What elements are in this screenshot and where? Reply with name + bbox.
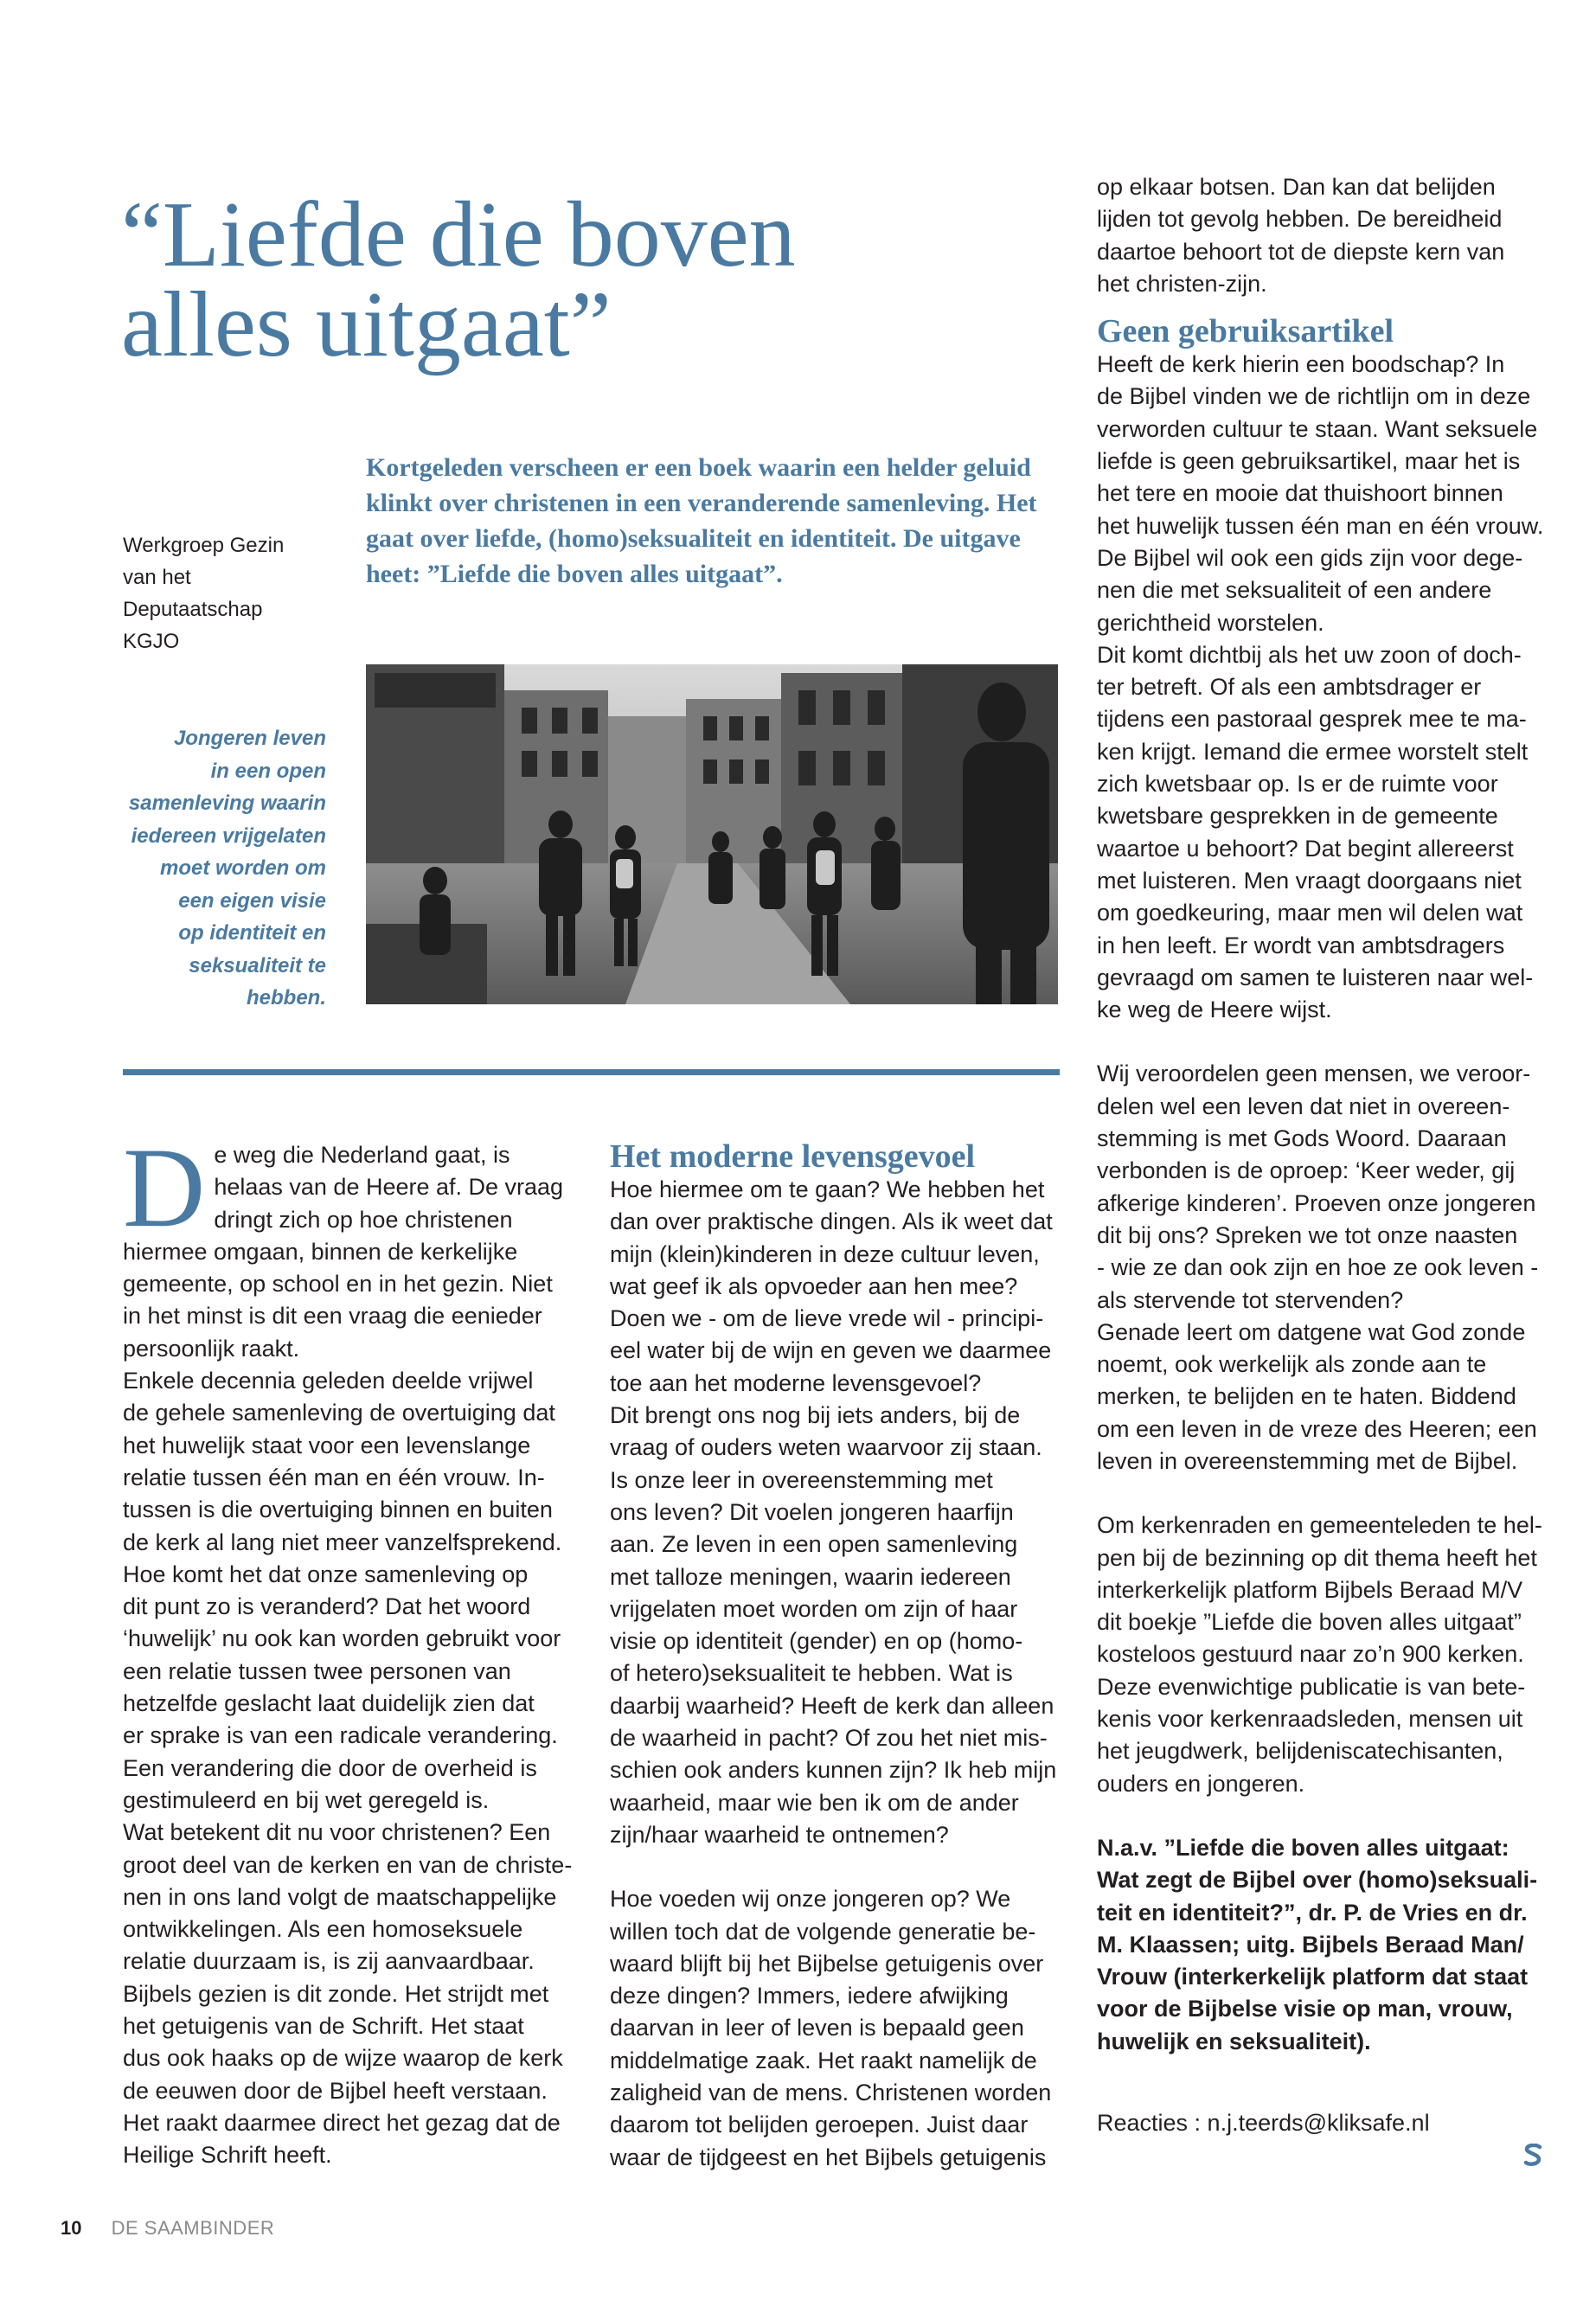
text-line: deze dingen? Immers, iedere afwijking (610, 1983, 1009, 2009)
author-byline (123, 529, 322, 657)
source-line: huwelijk en seksualiteit). (1097, 2028, 1371, 2054)
text-line: de waarheid in pacht? Of zou het niet mis- (610, 1725, 1048, 1752)
text-line: het huwelijk tussen één man en één vrouw. (1097, 512, 1544, 539)
text-line: relatie duurzaam is, is zij aanvaardbaar. (123, 1948, 535, 1975)
text-line: ter betreft. Of als een ambtsdrager er (1097, 674, 1482, 701)
pull-quote-line: hebben. (246, 986, 326, 1009)
pull-quote-line: samenleving waarin (128, 792, 326, 815)
article-title (121, 183, 1003, 376)
text-line: Bijbels gezien is dit zonde. Het strijdt met (123, 1980, 549, 2007)
text-line: Hoe voeden wij onze jongeren op? We (610, 1886, 1011, 1913)
text-line: Dit brengt ons nog bij iets anders, bij de (610, 1402, 1021, 1429)
text-line: ‘huwelijk’ nu ook kan worden gebruikt voor (123, 1625, 561, 1652)
text-line: groot deel van de kerken en van de christe- (123, 1851, 573, 1878)
magazine-name: DE SAAMBINDER (111, 2217, 275, 2239)
section-heading: Het moderne levensgevoel (610, 1138, 976, 1175)
text-line: dringt zich op hoe christenen (214, 1206, 513, 1233)
end-mark-icon (1522, 2144, 1543, 2166)
text-line: willen toch dat de volgende generatie be- (610, 1918, 1036, 1945)
text-line: mijn (klein)kinderen in deze cultuur leven, (610, 1240, 1040, 1267)
drop-cap: D (123, 1124, 206, 1251)
text-line: de kerk al lang niet meer vanzelfsprekend. (123, 1529, 562, 1555)
text-line: op elkaar botsen. Dan kan dat belijden (1097, 174, 1496, 200)
section-heading: Geen gebruiksartikel (1097, 313, 1394, 350)
text-line: ons leven? Dit voelen jongeren haarfijn (610, 1498, 1014, 1525)
text-line: interkerkelijk platform Bijbels Beraad M/V (1097, 1576, 1523, 1603)
section-divider (123, 1069, 1060, 1075)
street-photo (366, 664, 1058, 1004)
text-line: waard blijft bij het Bijbelse getuigenis over (610, 1950, 1044, 1977)
text-line: dit bij ons? Spreken we tot onze naasten (1097, 1221, 1518, 1248)
text-line: ke weg de Heere wijst. (1097, 997, 1332, 1023)
column-2 (610, 1139, 1060, 2174)
text-line: of hetero)seksualiteit te hebben. Wat is (610, 1660, 1013, 1687)
text-line: kwetsbare gesprekken in de gemeente (1097, 803, 1498, 830)
text-line: daarvan in leer of leven is bepaald geen (610, 2015, 1024, 2041)
reactions-email: Reacties : n.j.teerds@kliksafe.nl (1097, 2110, 1430, 2137)
author-line: van het (123, 566, 191, 589)
text-line: lijden tot gevolg hebben. De bereidheid (1097, 206, 1503, 233)
pull-quote-line: op identiteit en (178, 921, 326, 945)
text-line: afkerige kinderen’. Proeven onze jongeren (1097, 1189, 1536, 1216)
text-line: Enkele decennia geleden deelde vrijwel (123, 1368, 534, 1394)
source-line: voor de Bijbelse visie op man, vrouw, (1097, 1996, 1513, 2022)
text-line: waarheid, maar wie ben ik om de ander (610, 1789, 1019, 1816)
text-line: Heeft de kerk hierin een boodschap? In (1097, 351, 1505, 378)
pull-quote-line: Jongeren leven (173, 727, 326, 750)
page-number: 10 (61, 2217, 82, 2239)
text-line: relatie tussen één man en één vrouw. In- (123, 1464, 545, 1490)
text-line: visie op identiteit (gender) en op (homo- (610, 1628, 1023, 1655)
text-line: middelmatige zaak. Het raakt namelijk de (610, 2047, 1037, 2073)
text-line: Genade leert om datgene wat God zonde (1097, 1318, 1526, 1345)
text-line: toe aan het moderne levensgevoel? (610, 1369, 982, 1396)
text-line: verworden cultuur te staan. Want seksuele (1097, 415, 1538, 442)
text-line: er sprake is van een radicale verandering. (123, 1722, 558, 1749)
text-line: het getuigenis van de Schrift. Het staat (123, 2013, 524, 2040)
source-line: teit en identiteit?”, dr. P. de Vries en dr. (1097, 1899, 1528, 1926)
text-line: zaligheid van de mens. Christenen worden (610, 2080, 1052, 2106)
text-line: Het raakt daarmee direct het gezag dat de (123, 2109, 561, 2136)
text-line: de gehele samenleving de overtuiging dat (123, 1400, 555, 1426)
text-line: aan. Ze leven in een open samenleving (610, 1531, 1018, 1558)
text-line: tussen is die overtuiging binnen en buiten (123, 1497, 553, 1523)
pull-quote-line: een eigen visie (178, 888, 326, 913)
text-line: helaas van de Heere af. De vraag (214, 1174, 564, 1201)
text-line: hetzelfde geslacht laat duidelijk zien dat (123, 1690, 535, 1717)
text-line: kosteloos gestuurd naar zo’n 900 kerken. (1097, 1641, 1524, 1668)
text-line: met luisteren. Men vraagt doorgaans niet (1097, 867, 1522, 894)
text-line: in het minst is dit een vraag die eenieder (123, 1303, 542, 1330)
column-3 (1097, 171, 1555, 2139)
text-line: hiermee omgaan, binnen de kerkelijke (123, 1238, 518, 1265)
text-line: dit punt zo is veranderd? Dat het woord (123, 1593, 531, 1620)
text-line: het huwelijk staat voor een levenslange (123, 1432, 531, 1458)
source-line: N.a.v. ”Liefde die boven alles uitgaat: (1097, 1834, 1509, 1861)
text-line: dit boekje ”Liefde die boven alles uitgaat” (1097, 1609, 1522, 1636)
text-line: Heilige Schrift heeft. (123, 2142, 332, 2169)
text-line: Hoe hiermee om te gaan? We hebben het (610, 1176, 1045, 1202)
title-line-1: “Liefde die boven (121, 183, 796, 286)
text-line: Dit komt dichtbij als het uw zoon of doch- (1097, 641, 1522, 668)
column-1 (123, 1124, 573, 2172)
pull-quote-line: seksualiteit te (189, 953, 326, 977)
text-line: kenis voor kerkenraadsleden, mensen uit (1097, 1706, 1523, 1733)
text-line: zijn/haar waarheid te ontnemen? (610, 1821, 949, 1848)
pull-quote (121, 722, 326, 1015)
text-line: eel water bij de wijn en geven we daarmee (610, 1337, 1052, 1364)
intro-lead: Kortgeleden verscheen er een boek waarin een helder geluid klinkt over christenen in een veranderende samenleving. Het gaat over liefde, (homo)seksualiteit en identiteit. De uitgave heet: ”Liefde die boven alles uitgaat”. (366, 453, 1037, 588)
text-line: als stervende tot stervenden? (1097, 1286, 1404, 1313)
text-line: een relatie tussen twee personen van (123, 1657, 511, 1684)
text-line: Deze evenwichtige publicatie is van bete- (1097, 1673, 1526, 1700)
text-line: daartoe behoort tot de diepste kern van (1097, 238, 1505, 265)
text-line: gestimuleerd en bij wet geregeld is. (123, 1786, 490, 1813)
text-line: verbonden is de oproep: ‘Keer weder, gij (1097, 1157, 1516, 1184)
source-line: Vrouw (interkerkelijk platform dat staat (1097, 1964, 1529, 1990)
text-line: vrijgelaten moet worden om zijn of haar (610, 1595, 1018, 1622)
text-line: gerichtheid worstelen. (1097, 609, 1324, 636)
text-line: Wat betekent dit nu voor christenen? Een (123, 1819, 551, 1846)
text-line: zich kwetsbaar op. Is er de ruimte voor (1097, 771, 1498, 798)
text-line: gemeente, op school en in het gezin. Niet (123, 1271, 553, 1298)
title-line-2: alles uitgaat” (121, 273, 612, 376)
source-line: Wat zegt de Bijbel over (homo)seksuali- (1097, 1867, 1538, 1894)
author-line: Deputaatschap KGJO (123, 598, 263, 653)
text-line: waar de tijdgeest en het Bijbels getuigenis (610, 2144, 1047, 2170)
text-line: Doen we - om de lieve vrede wil - principi- (610, 1305, 1044, 1332)
text-line: om een leven in de vreze des Heeren; een (1097, 1415, 1537, 1442)
text-line: het christen-zijn. (1097, 270, 1267, 297)
text-line: ken krijgt. Iemand die ermee worstelt stelt (1097, 738, 1529, 765)
author-line: Werkgroep Gezin (123, 534, 285, 557)
text-line: gevraagd om samen te luisteren naar wel- (1097, 964, 1534, 990)
text-line: persoonlijk raakt. (123, 1335, 300, 1362)
text-line: stemming is met Gods Woord. Daaraan (1097, 1125, 1507, 1152)
book-source (1097, 1832, 1555, 2058)
text-line: nen in ons land volgt de maatschappelijke (123, 1883, 557, 1910)
text-line: delen wel een leven dat niet in overeen- (1097, 1093, 1510, 1119)
text-line: pen bij de bezinning op dit thema heeft het (1097, 1544, 1537, 1571)
text-line: daarbij waarheid? Heeft de kerk dan alleen (610, 1692, 1054, 1719)
text-line: De Bijbel wil ook een gids zijn voor dege- (1097, 544, 1523, 571)
text-line: e weg die Nederland gaat, is (214, 1142, 510, 1168)
text-line: noemt, ook werkelijk als zonde aan te (1097, 1351, 1487, 1378)
text-line: liefde is geen gebruiksartikel, maar het is (1097, 448, 1521, 475)
text-line: het jeugdwerk, belijdeniscatechisanten, (1097, 1738, 1503, 1765)
text-line: Is onze leer in overeenstemming met (610, 1466, 993, 1493)
text-line: ontwikkelingen. Als een homoseksuele (123, 1916, 523, 1943)
text-line: de eeuwen door de Bijbel heeft verstaan. (123, 2077, 548, 2104)
text-line: schien ook anders kunnen zijn? Ik heb mijn (610, 1757, 1057, 1784)
text-line: om goedkeuring, maar men wil delen wat (1097, 900, 1523, 926)
text-line: Hoe komt het dat onze samenleving op (123, 1561, 529, 1587)
text-line: merken, te belijden en te haten. Biddend (1097, 1383, 1516, 1410)
text-line: waartoe u behoort? Dat begint allereerst (1097, 835, 1514, 862)
text-line: het tere en mooie dat thuishoort binnen (1097, 480, 1503, 507)
text-line: de Bijbel vinden we de richtlijn om in deze (1097, 383, 1531, 410)
text-line: vraag of ouders weten waarvoor zij staan. (610, 1434, 1042, 1461)
text-line: in hen leeft. Er wordt van ambtsdragers (1097, 932, 1505, 958)
text-line: Wij veroordelen geen mensen, we veroor- (1097, 1061, 1531, 1087)
text-line: leven in overeenstemming met de Bijbel. (1097, 1447, 1518, 1474)
source-line: M. Klaassen; uitg. Bijbels Beraad Man/ (1097, 1931, 1524, 1958)
pull-quote-line: in een open (210, 759, 326, 783)
text-line: daarom tot belijden geroepen. Juist daar (610, 2112, 1029, 2138)
page-footer (61, 2217, 274, 2240)
text-line: ouders en jongeren. (1097, 1770, 1305, 1797)
text-line: nen die met seksualiteit of een andere (1097, 577, 1492, 604)
text-line: wat geef ik als opvoeder aan hen mee? (610, 1272, 1018, 1299)
text-line: dus ook haaks op de wijze waarop de kerk (123, 2045, 563, 2072)
pull-quote-line: moet worden om (159, 856, 326, 880)
pull-quote-line: iedereen vrijgelaten (131, 824, 326, 848)
text-line: Een verandering die door de overheid is (123, 1754, 537, 1781)
text-line: dan over praktische dingen. Als ik weet dat (610, 1208, 1053, 1235)
text-line: tijdens een pastoraal gesprek mee te ma- (1097, 706, 1527, 733)
text-line: met talloze meningen, waarin iedereen (610, 1563, 1011, 1590)
text-line: Om kerkenraden en gemeenteleden te hel- (1097, 1512, 1542, 1539)
text-line: - wie ze dan ook zijn en hoe ze ook leven - (1097, 1254, 1539, 1281)
